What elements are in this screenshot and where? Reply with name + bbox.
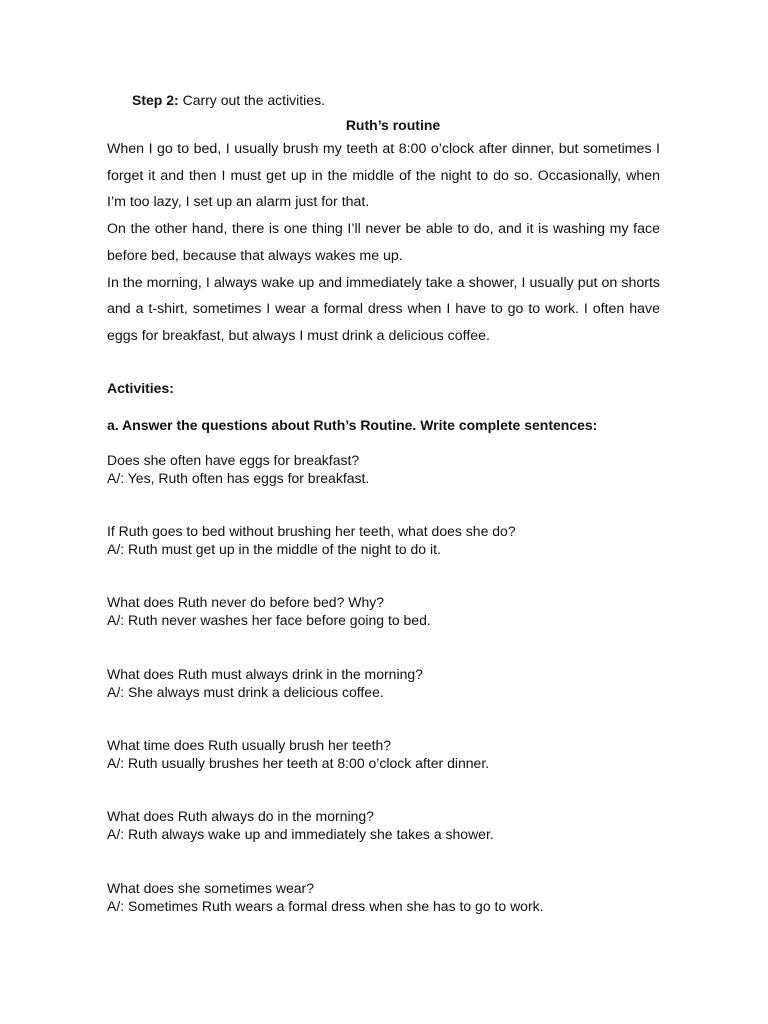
activities-heading: Activities:: [107, 380, 174, 396]
question-answer-item: [107, 593, 667, 629]
passage-paragraph: When I go to bed, I usually brush my teeth at 8:00 o’clock after dinner, but sometimes I forget it and then I must get up in the middle of the night to do so. Occasionally, when I’m too lazy, I set up an alarm just for that.: [107, 141, 660, 211]
question-text: What does Ruth never do before bed? Why?: [107, 594, 385, 610]
question-answer-item: [107, 807, 667, 843]
answer-text: A/: She always must drink a delicious coffee.: [107, 684, 384, 700]
answer-text: A/: Ruth usually brushes her teeth at 8:00 o’clock after dinner.: [107, 755, 490, 771]
question-answer-item: [107, 879, 667, 915]
question-text: What does she sometimes wear?: [107, 880, 314, 896]
passage-title: Ruth’s routine: [345, 117, 441, 133]
activity-instruction: a. Answer the questions about Ruth’s Routine. Write complete sentences:: [107, 417, 598, 433]
answer-text: A/: Ruth always wake up and immediately she takes a shower.: [107, 826, 494, 842]
question-text: What does Ruth always do in the morning?: [107, 808, 374, 824]
passage-paragraph: In the morning, I always wake up and immediately take a shower, I usually put on shorts and a t-shirt, sometimes I wear a formal dress when I have to go to work. I often have eggs for breakfast, but always I must drink a delicious coffee.: [107, 274, 660, 344]
answer-text: A/: Ruth never washes her face before going to bed.: [107, 612, 431, 628]
question-answer-item: [107, 736, 667, 772]
step-label: Step 2:: [132, 92, 179, 108]
answer-text: A/: Yes, Ruth often has eggs for breakfast.: [107, 470, 370, 486]
answer-text: A/: Sometimes Ruth wears a formal dress when she has to go to work.: [107, 898, 544, 914]
question-answer-item: [107, 451, 667, 487]
question-answer-item: [107, 665, 667, 701]
reading-passage: [107, 136, 660, 350]
passage-paragraph: On the other hand, there is one thing I’ll never be able to do, and it is washing my face before bed, because that always wakes me up.: [107, 221, 660, 264]
answer-text: A/: Ruth must get up in the middle of the night to do it.: [107, 541, 441, 557]
question-text: Does she often have eggs for breakfast?: [107, 452, 360, 468]
question-text: What time does Ruth usually brush her teeth?: [107, 737, 392, 753]
question-text: What does Ruth must always drink in the morning?: [107, 666, 423, 682]
question-answer-item: [107, 522, 667, 558]
question-text: If Ruth goes to bed without brushing her teeth, what does she do?: [107, 523, 516, 539]
step-text: Carry out the activities.: [178, 92, 325, 108]
step-instruction: [132, 91, 325, 109]
